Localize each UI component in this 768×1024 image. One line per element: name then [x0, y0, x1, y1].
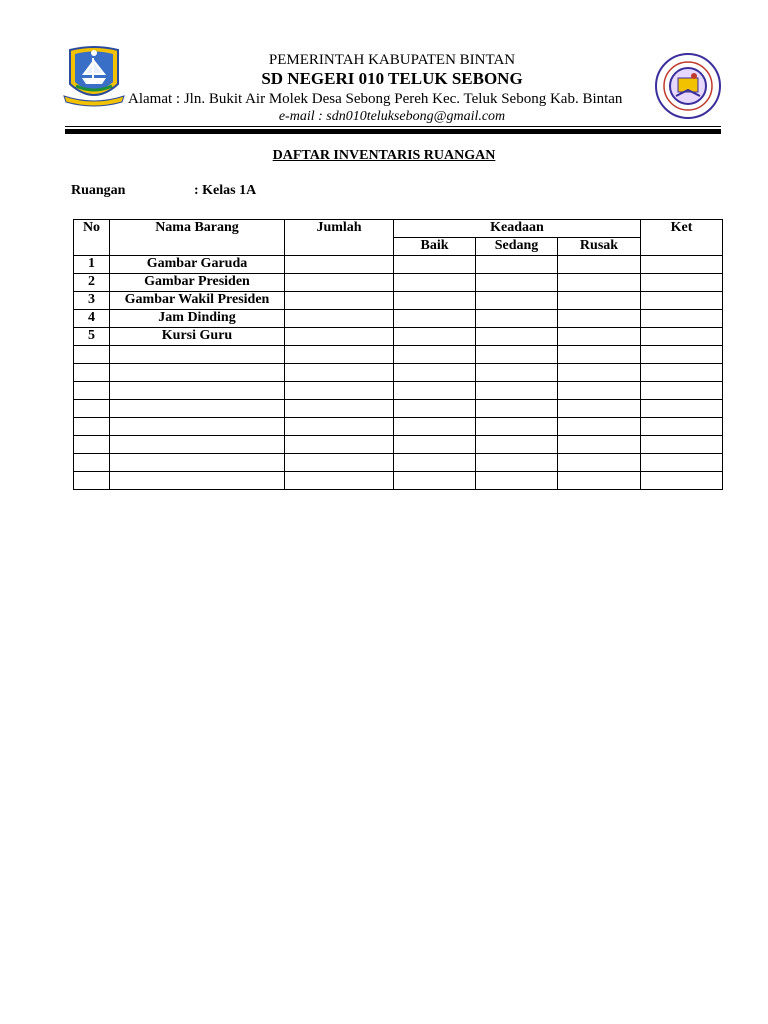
cell-medium: [476, 400, 558, 418]
inventory-table-body: [74, 256, 723, 490]
cell-note: [641, 418, 723, 436]
cell-good: [394, 364, 476, 382]
col-header-medium: Sedang: [476, 238, 558, 256]
cell-good: [394, 256, 476, 274]
table-row: [74, 454, 723, 472]
col-header-no: No: [74, 220, 110, 256]
school-email: e-mail : sdn010teluksebong@gmail.com: [278, 109, 506, 124]
cell-medium: [476, 382, 558, 400]
cell-medium: [476, 310, 558, 328]
table-row: [74, 274, 723, 292]
cell-no: [74, 364, 110, 382]
cell-good: [394, 292, 476, 310]
cell-name: [110, 400, 285, 418]
cell-broken: [558, 400, 641, 418]
cell-broken: [558, 472, 641, 490]
cell-no: 1: [74, 256, 110, 274]
table-row: [74, 328, 723, 346]
cell-broken: [558, 346, 641, 364]
cell-broken: [558, 382, 641, 400]
cell-medium: [476, 364, 558, 382]
table-row: [74, 310, 723, 328]
cell-note: [641, 256, 723, 274]
cell-medium: [476, 418, 558, 436]
header-rule-thick: [65, 129, 721, 134]
cell-no: 5: [74, 328, 110, 346]
cell-name: Gambar Presiden: [110, 274, 285, 292]
cell-qty: [285, 382, 394, 400]
inventory-table: [73, 219, 723, 490]
cell-name: [110, 382, 285, 400]
cell-note: [641, 328, 723, 346]
table-row: [74, 346, 723, 364]
cell-no: 3: [74, 292, 110, 310]
col-header-qty: Jumlah: [285, 220, 394, 256]
cell-no: 4: [74, 310, 110, 328]
table-row: [74, 418, 723, 436]
cell-qty: [285, 310, 394, 328]
cell-medium: [476, 454, 558, 472]
table-row: [74, 472, 723, 490]
school-seal-icon: [654, 52, 722, 120]
cell-broken: [558, 436, 641, 454]
cell-no: [74, 418, 110, 436]
cell-name: [110, 454, 285, 472]
cell-medium: [476, 256, 558, 274]
cell-broken: [558, 274, 641, 292]
school-address: Alamat : Jln. Bukit Air Molek Desa Sebong Pereh Kec. Teluk Sebong Kab. Bintan: [128, 91, 623, 107]
cell-name: [110, 436, 285, 454]
table-row: [74, 382, 723, 400]
cell-qty: [285, 472, 394, 490]
cell-broken: [558, 454, 641, 472]
col-header-note: Ket: [641, 220, 723, 256]
cell-no: 2: [74, 274, 110, 292]
document-title: DAFTAR INVENTARIS RUANGAN: [272, 148, 496, 163]
col-header-condition: Keadaan: [394, 220, 641, 238]
cell-note: [641, 364, 723, 382]
table-row: [74, 364, 723, 382]
cell-note: [641, 292, 723, 310]
cell-broken: [558, 310, 641, 328]
cell-qty: [285, 346, 394, 364]
cell-note: [641, 400, 723, 418]
cell-qty: [285, 364, 394, 382]
cell-medium: [476, 436, 558, 454]
cell-medium: [476, 328, 558, 346]
cell-good: [394, 454, 476, 472]
table-row: [74, 400, 723, 418]
cell-qty: [285, 400, 394, 418]
cell-note: [641, 454, 723, 472]
cell-qty: [285, 292, 394, 310]
cell-name: Kursi Guru: [110, 328, 285, 346]
col-header-name: Nama Barang: [110, 220, 285, 256]
cell-note: [641, 274, 723, 292]
cell-good: [394, 472, 476, 490]
cell-broken: [558, 292, 641, 310]
cell-good: [394, 274, 476, 292]
cell-qty: [285, 256, 394, 274]
cell-broken: [558, 256, 641, 274]
cell-good: [394, 310, 476, 328]
cell-good: [394, 328, 476, 346]
cell-qty: [285, 436, 394, 454]
table-row: [74, 436, 723, 454]
cell-no: [74, 400, 110, 418]
cell-qty: [285, 328, 394, 346]
letterhead: [62, 44, 722, 136]
col-header-broken: Rusak: [558, 238, 641, 256]
table-row: [74, 292, 723, 310]
cell-no: [74, 346, 110, 364]
cell-medium: [476, 472, 558, 490]
cell-name: [110, 418, 285, 436]
school-name: SD NEGERI 010 TELUK SEBONG: [261, 69, 523, 88]
cell-qty: [285, 418, 394, 436]
cell-medium: [476, 292, 558, 310]
cell-good: [394, 400, 476, 418]
cell-note: [641, 436, 723, 454]
cell-no: [74, 382, 110, 400]
cell-name: Gambar Garuda: [110, 256, 285, 274]
header-rule-thin: [65, 126, 721, 127]
cell-qty: [285, 454, 394, 472]
cell-note: [641, 310, 723, 328]
room-value: : Kelas 1A: [194, 183, 257, 198]
cell-note: [641, 346, 723, 364]
cell-name: [110, 346, 285, 364]
cell-no: [74, 472, 110, 490]
cell-broken: [558, 418, 641, 436]
cell-good: [394, 382, 476, 400]
cell-no: [74, 436, 110, 454]
cell-good: [394, 418, 476, 436]
cell-medium: [476, 346, 558, 364]
cell-name: Gambar Wakil Presiden: [110, 292, 285, 310]
room-label: Ruangan: [71, 183, 126, 198]
cell-note: [641, 472, 723, 490]
cell-good: [394, 346, 476, 364]
cell-good: [394, 436, 476, 454]
table-row: [74, 256, 723, 274]
col-header-good: Baik: [394, 238, 476, 256]
cell-broken: [558, 364, 641, 382]
cell-name: [110, 364, 285, 382]
cell-no: [74, 454, 110, 472]
cell-medium: [476, 274, 558, 292]
cell-qty: [285, 274, 394, 292]
cell-name: Jam Dinding: [110, 310, 285, 328]
government-name: PEMERINTAH KABUPATEN BINTAN: [268, 52, 516, 68]
cell-broken: [558, 328, 641, 346]
cell-note: [641, 382, 723, 400]
cell-name: [110, 472, 285, 490]
